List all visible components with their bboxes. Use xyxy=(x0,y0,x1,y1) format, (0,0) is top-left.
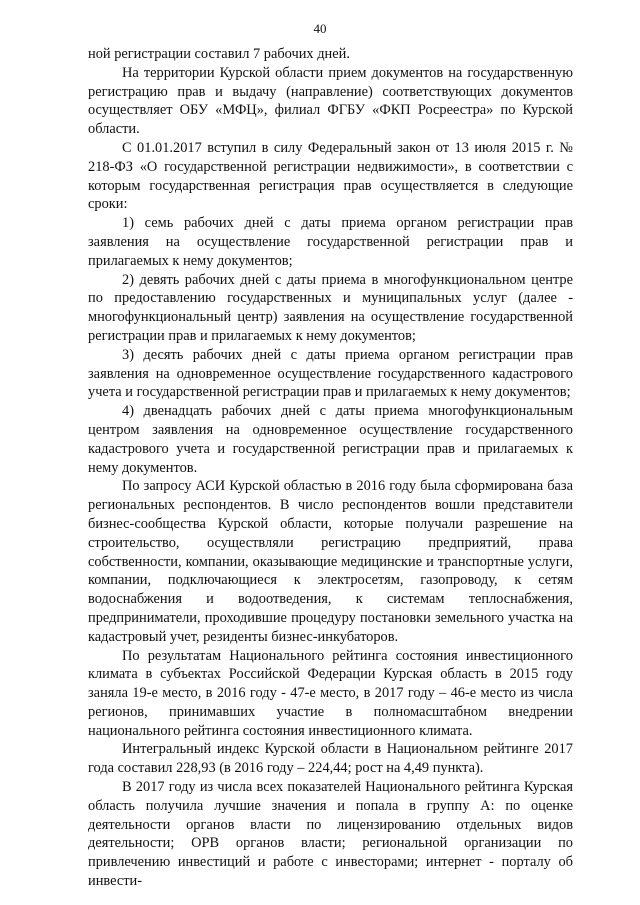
paragraph-group-a: В 2017 году из числа всех показателей Национального рейтинга Курская область получила лучшие значения и попала в группу А: по оценке деятельности органов власти по лицензированию отдельных видов деятельности; ОРВ органов власти; региональной организации по привлечению инвестиций и работе с инвесторами; интернет - порталу об инвести- xyxy=(88,779,573,890)
paragraph-1: ной регистрации составил 7 рабочих дней. xyxy=(88,46,350,62)
paragraph-3: С 01.01.2017 вступил в силу Федеральный закон от 13 июля 2015 г. № 218-ФЗ «О государственной регистрации недвижимости», в соответствии с которым государственная регистрация прав осуществляется в следующие сроки: xyxy=(88,139,573,213)
list-item-3: 3) десять рабочих дней с даты приема органом регистрации прав заявления на одновременное осуществление государственного кадастрового учета и государственной регистрации прав и прилагаемых к нему документов; xyxy=(88,346,573,401)
paragraph-respondents: По запросу АСИ Курской областью в 2016 году была сформирована база региональных респондентов. В число респондентов вошли представители бизнес-сообщества Курской области, которые получали разрешение на строительство, осуществляли регистрацию предприятий, права собственности, компании, оказывающие медицинские и транспортные услуги, компании, подключающиеся к электросетям, газопроводу, к сетям водоснабжения и водоотведения, к системам теплоснабжения, предприниматели, проходившие процедуру постановки земельного участка на кадастровый учет, резиденты бизнес-инкубаторов. xyxy=(88,478,573,645)
list-item-1: 1) семь рабочих дней с даты приема органом регистрации прав заявления на осуществление государственной регистрации прав и прилагаемых к нему документов; xyxy=(88,215,573,269)
paragraph-2: На территории Курской области прием документов на государственную регистрацию прав и выдачу (направление) соответствующих документов осуществляет ОБУ «МФЦ», филиал ФГБУ «ФКП Росреестра» по Курской области. xyxy=(88,64,573,138)
list-item-2: 2) девять рабочих дней с даты приема в многофункциональном центре по предоставлению государственных и муниципальных услуг (далее - многофункциональный центр) заявления на осуществление государственной регистрации прав и прилагаемых к нему документов; xyxy=(88,271,573,344)
paragraph-rating: По результатам Национального рейтинга состояния инвестиционного климата в субъектах Российской Федерации Курская область в 2015 году заняла 19-е место, в 2016 году - 47-е место, в 2017 году – 46-е место из числа регионов, принимавших участие в полномасштабном внедрении национального рейтинга состояния инвестиционного климата. xyxy=(88,647,573,739)
list-item-4: 4) двенадцать рабочих дней с даты приема многофункциональным центром заявления на одновременное осуществление государственного кадастрового учета и государственной регистрации прав и прилагаемых к нему документов. xyxy=(88,403,573,476)
paragraph-index: Интегральный индекс Курской области в Национальном рейтинге 2017 года составил 228,93 (в 2016 году – 224,44; рост на 4,49 пункта). xyxy=(88,741,573,777)
page-number: 40 xyxy=(313,21,327,36)
document-body xyxy=(88,45,573,891)
